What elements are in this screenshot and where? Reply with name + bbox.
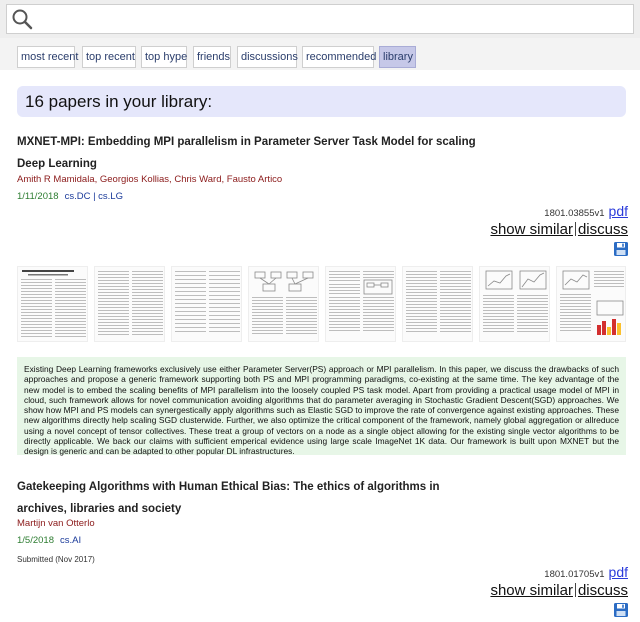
pdf-link[interactable]: pdf [608, 203, 628, 219]
tab-top-recent[interactable]: top recent [82, 46, 136, 68]
tab-bar [0, 38, 640, 70]
paper-thumbnails [17, 266, 626, 342]
show-similar-link[interactable]: show similar [490, 582, 573, 599]
pdf-link[interactable]: pdf [608, 564, 628, 580]
page-thumbnail[interactable] [402, 266, 473, 342]
action-separator [575, 222, 576, 236]
page-thumbnail[interactable] [248, 266, 319, 342]
paper-authors[interactable]: Martijn van Otterlo [17, 518, 95, 529]
paper-actions [490, 564, 628, 622]
paper-abstract: Existing Deep Learning frameworks exclusively use either Parameter Server(PS) approach or MPI parallelism. In this paper, we discuss the drawbacks of such approaches and propose a generic framework supporting both PS and MPI programming paradigms, co-existing at the same time. The key advantage of the new model is to embed the scaling benefits of MPI parallelism into the loosely coupled PS task model. Apart from providing a practical usage model of MPI in cloud, such framework allows for novel communication avoiding algorithms that do parameter averaging in Stochastic Gradient Descent(SGD) approaches. We show how MPI and PS models can synergestically apply algorithms such as Elastic SGD to improve the rate of convergence against existing approaches. These new algorithms directly help scaling SGD clusterwide. Further, we also optimize the critical component of the framework, namely global aggregation or allreduce using a novel concept of tensor collectives. These treat a group of vectors on a node as a single object allowing for the existing single vector algorithms to be directly applicable. We back our claims with sufficient emperical evidence using large scale ImageNet 1K data. Our framework is built upon MXNET but the design is generic and can be adapted to other popular DL infrastructures. [17, 357, 626, 455]
show-similar-link[interactable]: show similar [490, 221, 573, 238]
paper-authors[interactable]: Amith R Mamidala, Georgios Kollias, Chris Ward, Fausto Artico [17, 174, 283, 185]
search-box[interactable] [6, 4, 634, 34]
discuss-link[interactable]: discuss [577, 221, 628, 238]
page-thumbnail[interactable] [325, 266, 396, 342]
paper-title[interactable]: MXNET-MPI: Embedding MPI parallelism in Parameter Server Task Model for scaling Deep Learning [17, 136, 476, 170]
paper-date: 1/5/2018 [17, 535, 54, 546]
page-thumbnail[interactable] [171, 266, 242, 342]
paper-title[interactable]: Gatekeeping Algorithms with Human Ethical Bias: The ethics of algorithms in archives, libraries and society [17, 481, 440, 515]
paper-actions [490, 203, 628, 261]
page-thumbnail[interactable] [556, 266, 626, 342]
floppy-disk-icon[interactable] [614, 603, 628, 617]
paper-meta [17, 191, 123, 202]
page-thumbnail[interactable] [94, 266, 165, 342]
arxiv-id: 1801.01705v1 [544, 569, 605, 580]
floppy-disk-icon[interactable] [614, 242, 628, 256]
arxiv-id: 1801.03855v1 [544, 208, 605, 219]
library-count-banner: 16 papers in your library: [17, 86, 626, 117]
tab-discussions[interactable]: discussions [237, 46, 297, 68]
main-content [0, 70, 640, 618]
paper-date: 1/11/2018 [17, 191, 59, 202]
tab-friends[interactable]: friends [193, 46, 231, 68]
tab-recommended[interactable]: recommended [302, 46, 374, 68]
tab-most-recent[interactable]: most recent [17, 46, 75, 68]
submission-note: Submitted (Nov 2017) [17, 555, 95, 564]
paper-meta [17, 535, 81, 546]
tab-library[interactable]: library [379, 46, 416, 68]
action-separator [575, 583, 576, 597]
tab-top-hype[interactable]: top hype [141, 46, 187, 68]
page-thumbnail[interactable] [17, 266, 88, 342]
paper-categories[interactable]: cs.DC | cs.LG [64, 191, 123, 202]
search-icon[interactable] [11, 8, 33, 30]
top-bar [0, 0, 640, 39]
page-thumbnail[interactable] [479, 266, 550, 342]
discuss-link[interactable]: discuss [577, 582, 628, 599]
paper-categories[interactable]: cs.AI [59, 535, 82, 546]
search-input[interactable] [39, 8, 623, 32]
